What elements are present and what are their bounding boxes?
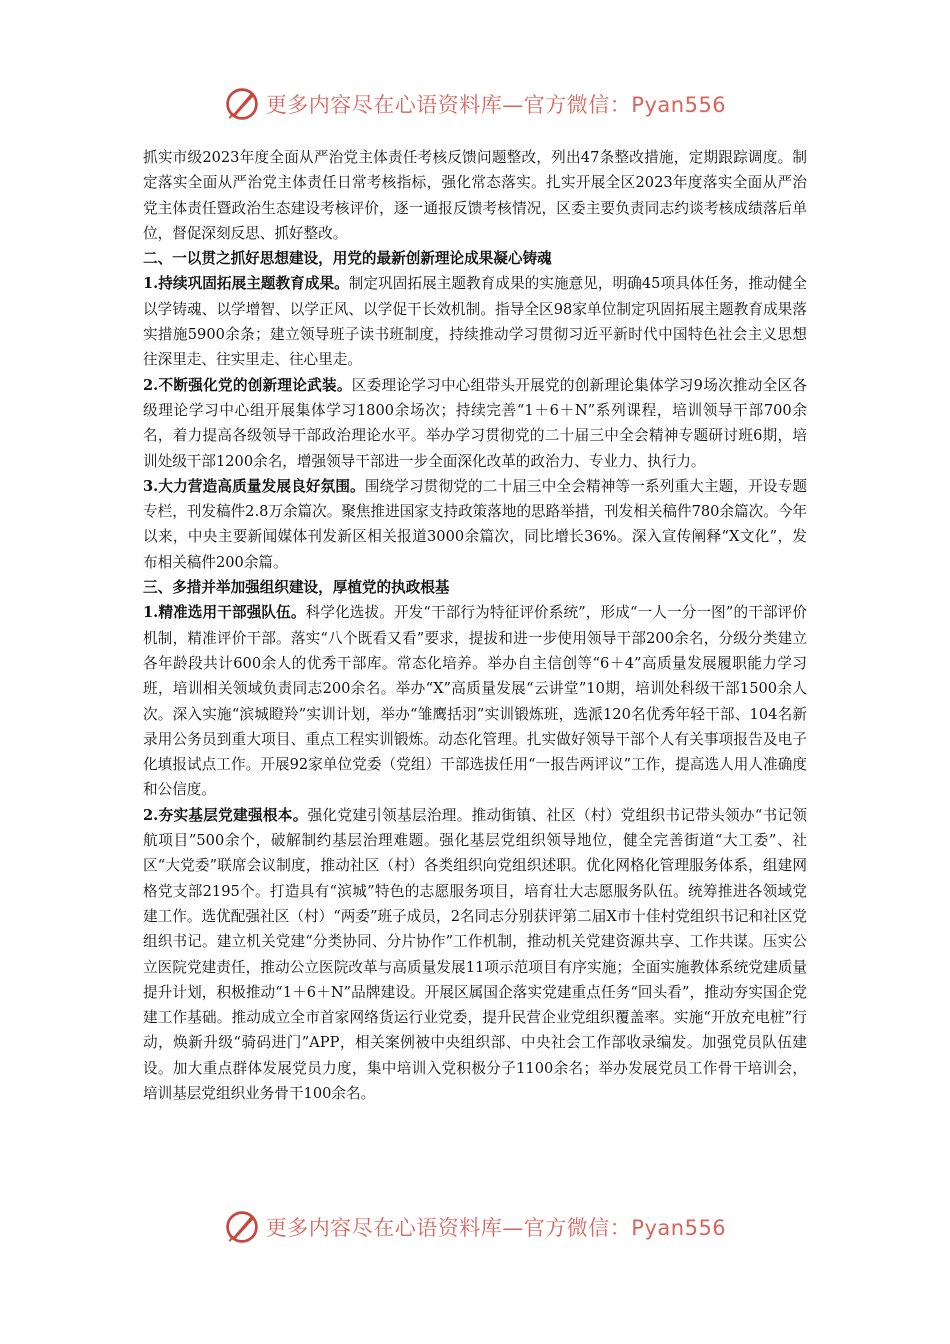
item-text: 制定巩固拓展主题教育成果的实施意见，明确45项具体任务，推动健全以学铸魂、以学增智、以学正风、以学促干长效机制。指导全区98家单位制定巩固拓展主题教育成果落实措施5900余条；建立领导班子读书班制度，持续推动学习贯彻习近平新时代中国特色社会主义思想往深里走、往实里走、往心里走。 (143, 275, 807, 369)
section-2-item-1 (143, 271, 807, 372)
section-2-item-2 (143, 373, 807, 474)
section-3-item-1 (143, 600, 807, 802)
watermark-text: 更多内容尽在心语资料库—官方微信：Pyan556 (265, 93, 727, 117)
item-lead: 1.精准选用干部强队伍。 (143, 604, 306, 622)
item-lead: 3.大力营造高质量发展良好氛围。 (143, 477, 365, 495)
section-3-heading: 三、多措并举加强组织建设，厚植党的执政根基 (143, 579, 450, 597)
section-2-item-3 (143, 474, 807, 575)
item-lead: 2.夯实基层党建强根本。 (143, 806, 308, 824)
item-text: 区委理论学习中心组带头开展党的创新理论集体学习9场次推动全区各级理论学习中心组开展集体学习1800余场次；持续完善“1＋6＋N”系列课程，培训领导干部700余名，着力提高各级领导干部政治理论水平。举办学习贯彻党的二十届三中全会精神专题研讨班6期，培训处级干部1200余名，增强领导干部进一步全面深化改革的政治力、专业力、执行力。 (143, 376, 807, 470)
item-lead: 2.不断强化党的创新理论武装。 (143, 376, 352, 394)
footer-watermark-banner (0, 1207, 950, 1247)
quill-pen-logo-icon (224, 1209, 260, 1245)
watermark-text: 更多内容尽在心语资料库—官方微信：Pyan556 (265, 1216, 727, 1240)
document-body (143, 145, 807, 1106)
intro-paragraph: 抓实市级2023年度全面从严治党主体责任考核反馈问题整改，列出47条整改措施，定期跟踪调度。制定落实全面从严治党主体责任日常考核指标，强化常态落实。扎实开展全区2023年度落实全面从严治党主体责任暨政治生态建设考核评价，逐一通报反馈考核情况，区委主要负责同志约谈考核成绩落后单位，督促深刻反思、抓好整改。 (143, 149, 807, 242)
header-watermark-banner (0, 84, 950, 124)
item-text: 强化党建引领基层治理。推动街镇、社区（村）党组织书记带头领办“书记领航项目”500余个，破解制约基层治理难题。强化基层党组织领导地位，健全完善街道“大工委”、社区“大党委”联席会议制度，推动社区（村）各类组织向党组织述职。优化网格化管理服务体系，组建网格党支部2195个。打造具有“滨城”特色的志愿服务项目，培育壮大志愿服务队伍。统筹推进各领域党建工作。选优配强社区（村）“两委”班子成员，2名同志分别获评第二届X市十佳村党组织书记和社区党组织书记。建立机关党建“分类协同、分片协作”工作机制，推动机关党建资源共享、工作共谋。压实公立医院党建责任，推动公立医院改革与高质量发展11项示范项目有序实施；全面实施教体系统党建质量提升计划，积极推动“1＋6＋N”品牌建设。开展区属国企落实党建重点任务“回头看”，推动夯实国企党建工作基础。推动成立全市首家网络货运行业党委，提升民营企业党组织覆盖率。实施“开放充电桩”行动，焕新升级“骑码进门”APP，相关案例被中央组织部、中央社会工作部收录编发。加强党员队伍建设。加大重点群体发展党员力度，集中培训入党积极分子1100余名；举办发展党员工作骨干培训会，培训基层党组织业务骨干100余名。 (143, 806, 807, 1102)
item-text: 科学化选拔。开发“干部行为特征评价系统”，形成“一人一分一图”的干部评价机制，精准评价干部。落实“八个既看又看”要求，提拔和进一步使用领导干部200余名，分级分类建立各年龄段共计600余人的优秀干部库。常态化培养。举办自主信创等“6＋4”高质量发展履职能力学习班，培训相关领域负责同志200余名。举办“X”高质量发展“云讲堂”10期，培训处科级干部1500余人次。深入实施“滨城瞪羚”实训计划，举办“雏鹰括羽”实训锻炼班，选派120名优秀年轻干部、104名新录用公务员到重大项目、重点工程实训锻炼。动态化管理。扎实做好领导干部个人有关事项报告及电子化填报试点工作。开展92家单位党委（党组）干部选拔任用“一报告两评议”工作，提高选人用人准确度和公信度。 (143, 604, 807, 799)
section-3-item-2 (143, 803, 807, 1107)
item-lead: 1.持续巩固拓展主题教育成果。 (143, 275, 349, 293)
section-2-heading: 二、一以贯之抓好思想建设，用党的最新创新理论成果凝心铸魂 (143, 250, 552, 268)
quill-pen-logo-icon (224, 86, 260, 122)
item-text: 围绕学习贯彻党的二十届三中全会精神等一系列重大主题，开设专题专栏，刊发稿件2.8万余篇次。聚焦推进国家支持政策落地的思路举措，刊发相关稿件780余篇次。今年以来，中央主要新闻媒体刊发新区相关报道3000余篇次，同比增长36%。深入宣传阐释“X文化”，发布相关稿件200余篇。 (143, 477, 808, 571)
